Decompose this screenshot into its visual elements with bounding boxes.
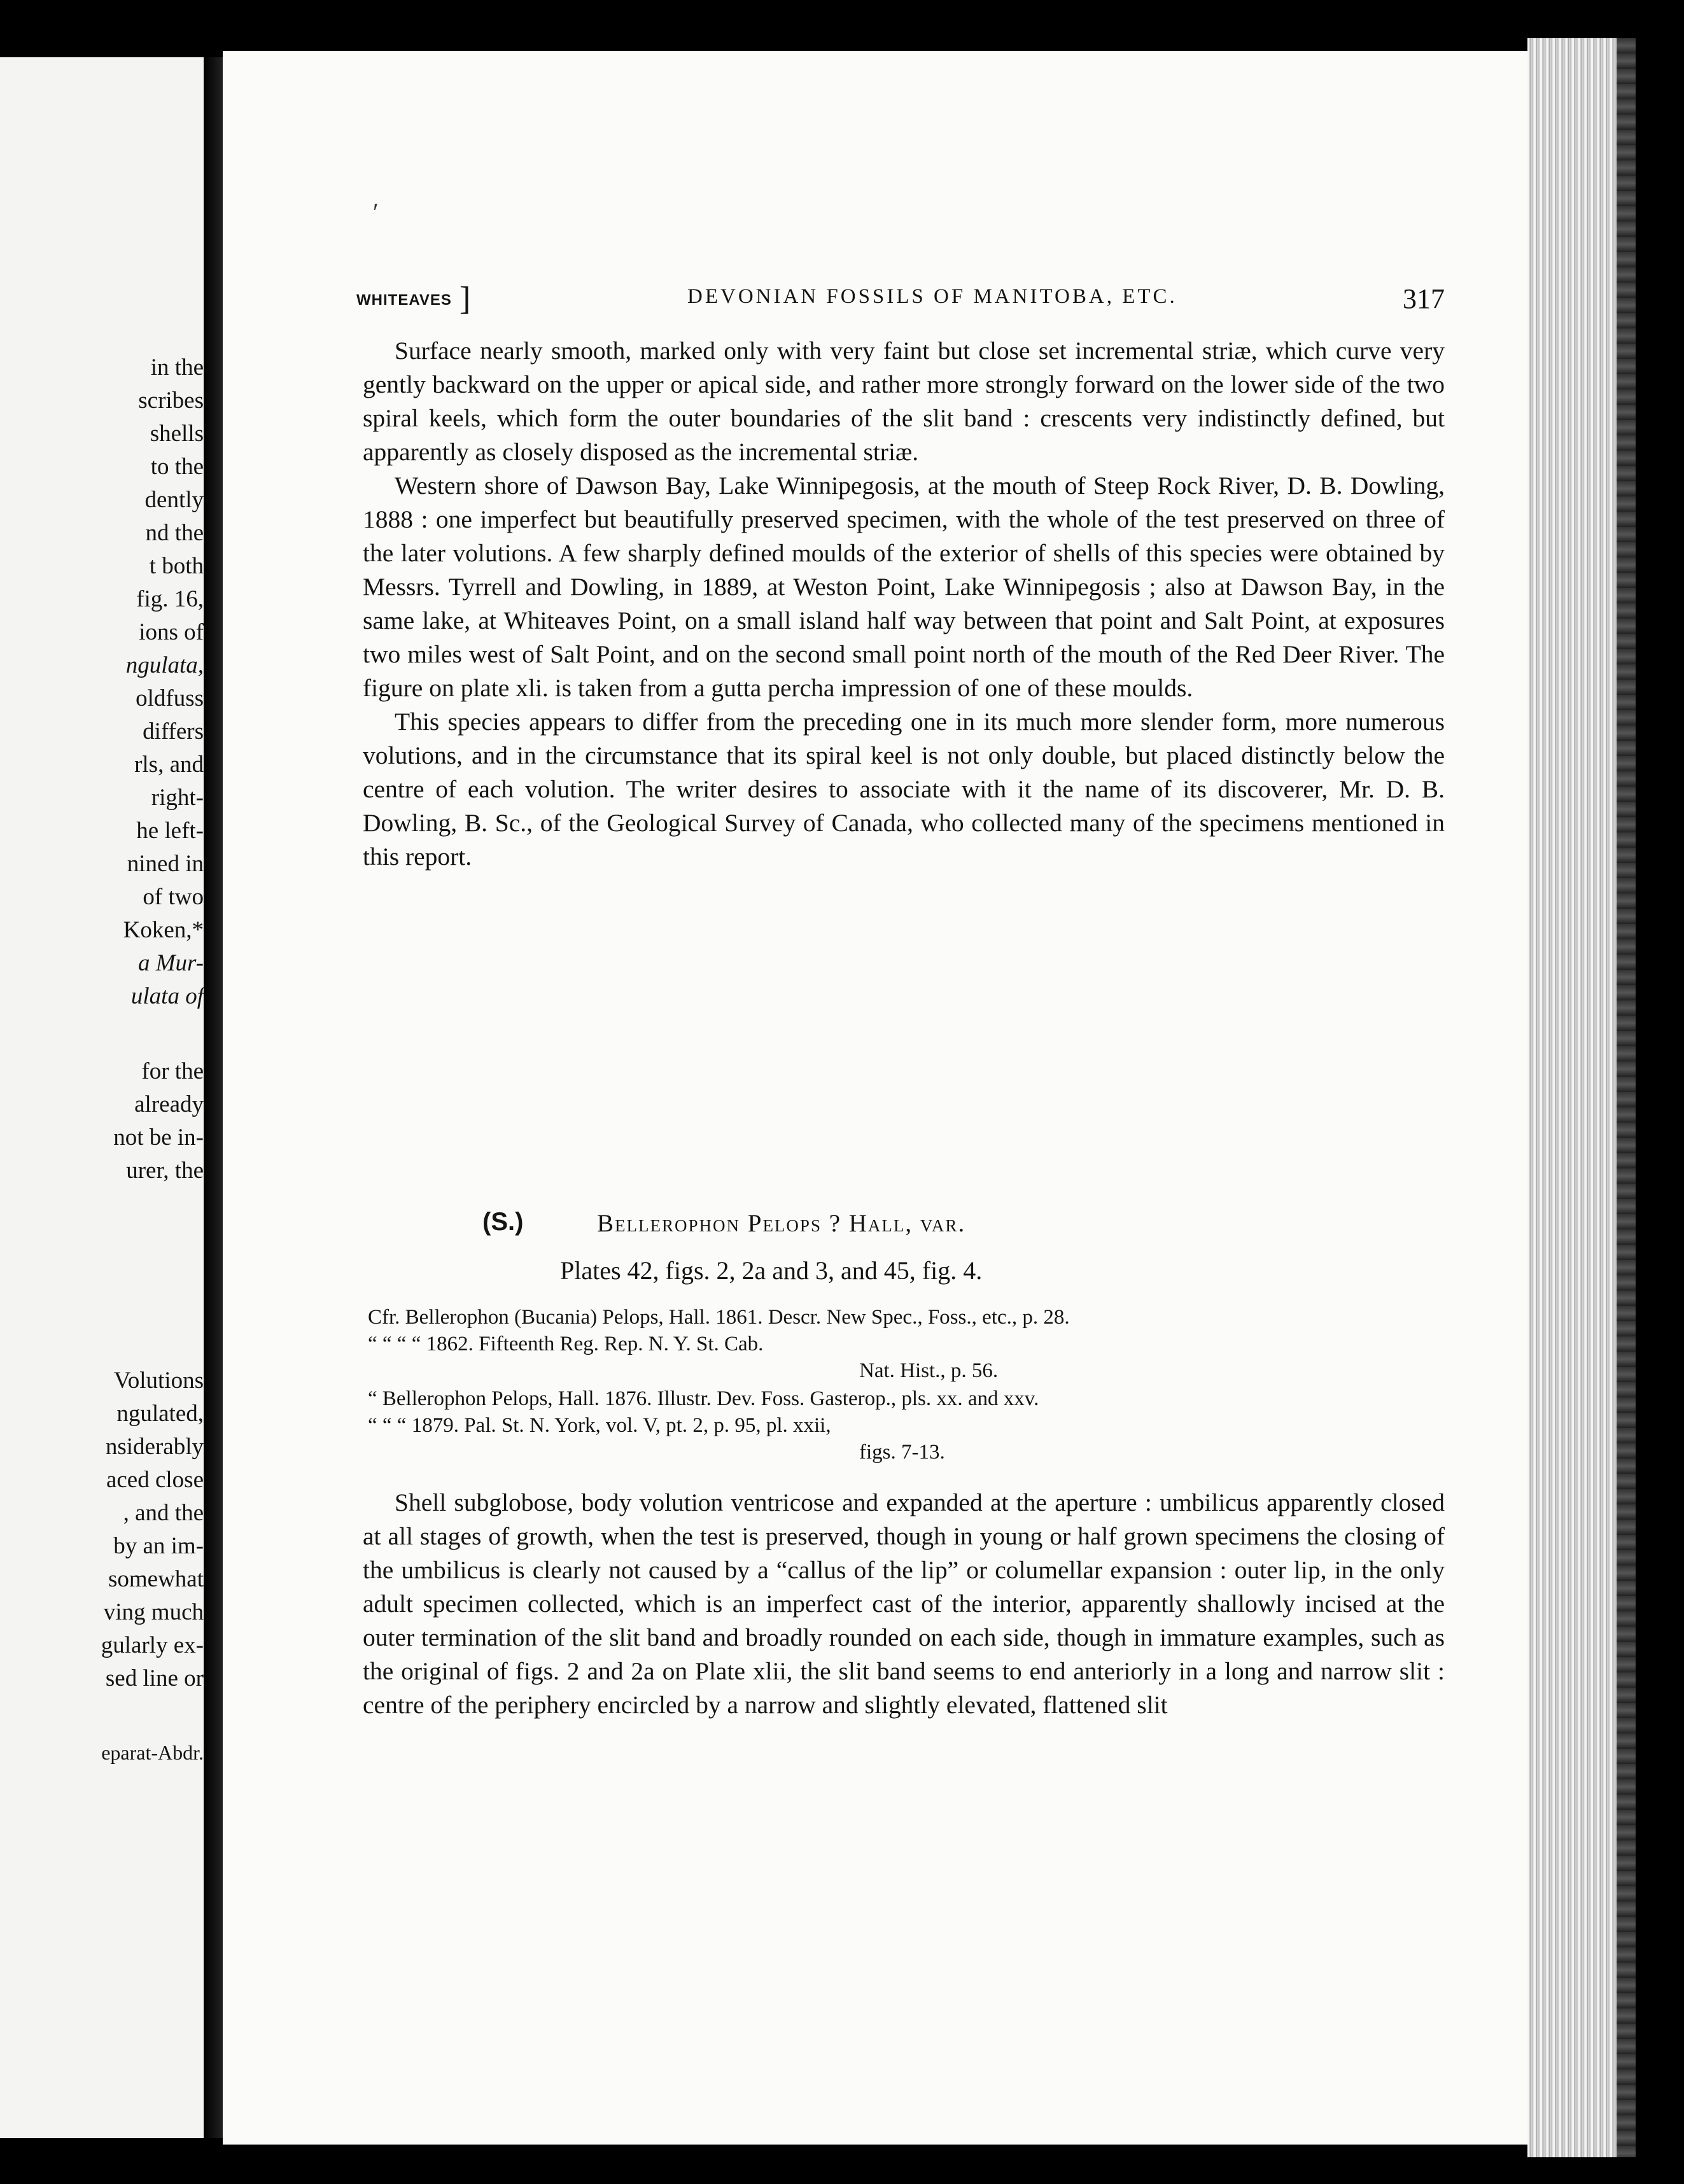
synonymy-line: Cfr. Bellerophon (Bucania) Pelops, Hall. 1861. Descr. New Spec., Foss., etc., p. 28. (368, 1306, 1070, 1329)
page-edges (1527, 38, 1617, 2157)
left-text-line: a Mur- (137, 950, 204, 976)
synonymy-line: figs. 7-13. (859, 1441, 945, 1464)
left-footnote-line: eparat-Abdr. (101, 1741, 204, 1764)
left-text-line: to the (150, 454, 204, 480)
running-head-author: WHITEAVES (356, 291, 452, 309)
species-label: (S.) (482, 1208, 524, 1236)
left-text-line: , and the (123, 1500, 204, 1526)
left-text-line: ulata of (130, 983, 204, 1009)
left-text-line: Volutions (113, 1368, 204, 1394)
page-edge-shadow (1617, 38, 1636, 2157)
left-text-line: right- (151, 785, 204, 811)
synonymy-line: “ Bellerophon Pelops, Hall. 1876. Illustr. Dev. Foss. Gasterop., pls. xx. and xxv. (368, 1387, 1039, 1410)
page-number: 317 (1403, 283, 1445, 314)
left-text-line: he left- (136, 818, 204, 844)
running-head-bracket: ] (460, 281, 471, 317)
left-text-line: gularly ex- (101, 1632, 204, 1658)
left-text-line: by an im- (113, 1533, 204, 1559)
left-text-line: sed line or (105, 1665, 204, 1691)
left-text-line: aced close (106, 1467, 204, 1493)
left-text-line: ngulated, (116, 1401, 204, 1427)
left-text-line: for the (141, 1058, 204, 1084)
left-text-line: oldfuss (136, 685, 204, 711)
left-text-line: ving much (103, 1599, 204, 1625)
species-heading (482, 1208, 1373, 1246)
left-text-line: dently (144, 487, 204, 513)
left-text-line: nsiderably (105, 1434, 204, 1460)
left-text-line: t both (149, 553, 204, 579)
synonymy-line: “ “ “ 1879. Pal. St. N. York, vol. V, pt. 2, p. 95, pl. xxii, (368, 1414, 831, 1437)
paragraph: Western shore of Dawson Bay, Lake Winnipegosis, at the mouth of Steep Rock River, D. B. Dowling, 1888 : one imperfect but beautifully preserved specimen, with the whole of the test preserved on three of the later volutions. A few sharply defined moulds of the exterior of shells of this species were obtained by Messrs. Tyrrell and Dowling, in 1889, at Weston Point, Lake Winnipegosis ; also at Dawson Bay, in the same lake, at Whiteaves Point, on a small island half way between that point and Salt Point, at exposures two miles west of Salt Point, and on the second small point north of the mouth of the Red Deer River. The figure on plate xli. is taken from a gutta percha impression of one of these moulds. (363, 472, 1445, 702)
left-text-line: differs (143, 718, 204, 745)
left-text-line: shells (150, 421, 204, 447)
paragraph: This species appears to differ from the preceding one in its much more slender form, more numerous volutions, and in the circumstance that its spiral keel is not only double, but placed distinctly below the centre of each volution. The writer desires to associate with it the name of its discoverer, Mr. D. B. Dowling, B. Sc., of the Geological Survey of Canada, who collected many of the specimens mentioned in this report. (363, 708, 1445, 871)
left-text-line: rls, and (134, 752, 204, 778)
left-text-line: of two (143, 884, 204, 910)
plates-reference: Plates 42, figs. 2, 2a and 3, and 45, fig. 4. (560, 1256, 983, 1285)
body-text-upper (363, 334, 1445, 874)
description-paragraph: Shell subglobose, body volution ventricose and expanded at the aperture : umbilicus apparently closed at all stages of growth, when the test is preserved, though in young or half grown specimens the closing of the umbilicus is clearly not caused by a “callus of the lip” or columellar expansion : outer lip, in the only adult specimen collected, which is an imperfect cast of the interior, apparently shallowly incised at the outer termination of the slit band and broadly rounded on each side, though in immature examples, such as the original of figs. 2 and 2a on Plate xlii, the slit band seems to end anteriorly in a long and narrow slit : centre of the periphery encircled by a narrow and slightly elevated, flattened slit (363, 1488, 1445, 1719)
species-name: Bellerophon Pelops ? Hall, var. (597, 1210, 966, 1237)
left-text-line: in the (150, 354, 204, 381)
synonymy-line: Nat. Hist., p. 56. (859, 1359, 999, 1382)
left-text-line: ions of (139, 619, 204, 645)
page (223, 51, 1527, 2145)
left-text-line: nined in (127, 851, 204, 877)
facing-page-fragment (0, 57, 204, 2138)
left-text-line: Koken,* (123, 917, 204, 943)
left-text-line: ngulata, (125, 652, 204, 678)
left-text-line: somewhat (108, 1566, 204, 1592)
paragraph: Surface nearly smooth, marked only with very faint but close set incremental striæ, which curve very gently backward on the upper or apical side, and rather more strongly forward on the lower side of the two spiral keels, which form the outer boundaries of the slit band : crescents very indistinctly defined, but apparently as closely disposed as the incremental striæ. (363, 337, 1445, 466)
body-text-lower (363, 1486, 1445, 1722)
running-head-title: DEVONIAN FOSSILS OF MANITOBA, ETC. (687, 285, 1177, 308)
synonymy-line: “ “ “ “ 1862. Fifteenth Reg. Rep. N. Y. St. Cab. (368, 1333, 764, 1355)
left-text-line: scribes (138, 388, 204, 414)
left-text-line: not be in- (113, 1124, 204, 1151)
stray-mark: ′ (373, 198, 379, 227)
left-text-line: urer, the (126, 1158, 204, 1184)
book-gutter (204, 57, 223, 2138)
left-text-line: fig. 16, (136, 586, 204, 612)
left-text-line: already (134, 1091, 204, 1117)
left-text-line: nd the (145, 520, 204, 546)
running-head (356, 280, 1445, 318)
